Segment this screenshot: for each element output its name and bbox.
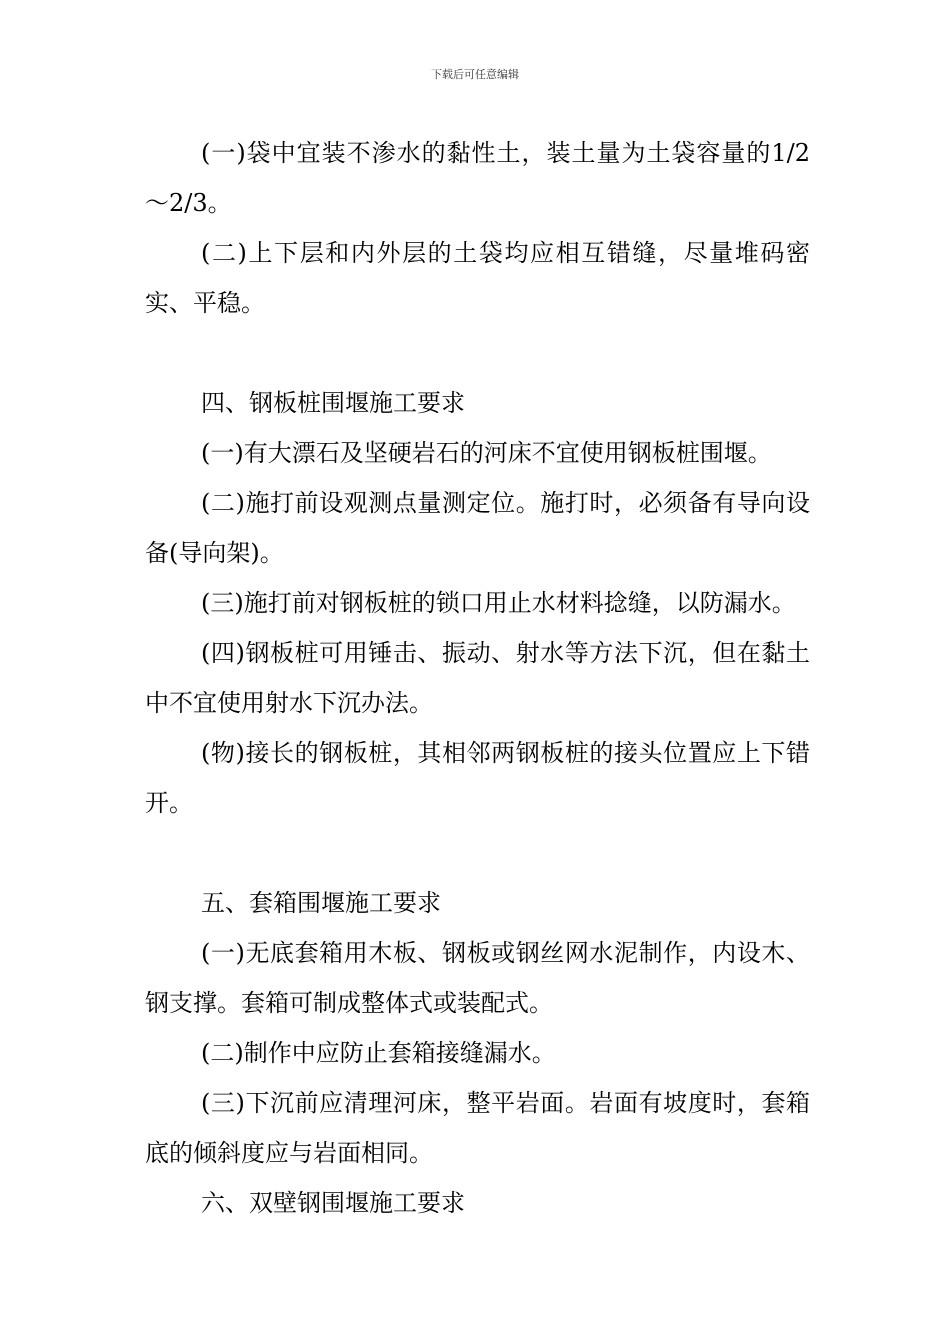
section-heading-box-cofferdam: 五、套箱围堰施工要求 — [201, 889, 441, 917]
page-header: 下载后可任意编辑 — [431, 68, 519, 81]
paragraph-sheet-pile-positioning: (二)施打前设观测点量测定位。施打时，必须备有导向设备(导向架)。 — [145, 489, 810, 567]
paragraph-box-riverbed: (三)下沉前应清理河床，整平岩面。岩面有坡度时，套箱底的倾斜度应与岩面相同。 — [145, 1089, 810, 1167]
paragraph-sheet-pile-joints: (物)接长的钢板桩，其相邻两钢板桩的接头位置应上下错开。 — [145, 739, 810, 817]
spacer — [145, 828, 810, 878]
document-body — [145, 128, 810, 1228]
paragraph-sandbag-fill: (一)袋中宜装不渗水的黏性土，装土量为土袋容量的1/2～2/3。 — [145, 139, 810, 217]
section-heading-steel-sheet-pile: 四、钢板桩围堰施工要求 — [201, 389, 465, 417]
paragraph-sheet-pile-riverbed: (一)有大漂石及坚硬岩石的河床不宜使用钢板桩围堰。 — [201, 439, 772, 467]
paragraph-box-seams: (二)制作中应防止套箱接缝漏水。 — [201, 1039, 556, 1067]
paragraph-box-material: (一)无底套箱用木板、钢板或钢丝网水泥制作，内设木、钢支撑。套箱可制成整体式或装配式。 — [145, 939, 810, 1017]
section-heading-double-wall-cofferdam: 六、双壁钢围堰施工要求 — [201, 1189, 465, 1217]
paragraph-sheet-pile-sinking: (四)钢板桩可用锤击、振动、射水等方法下沉，但在黏土中不宜使用射水下沉办法。 — [145, 639, 810, 717]
spacer — [145, 328, 810, 378]
paragraph-sheet-pile-caulking: (三)施打前对钢板桩的锁口用止水材料捻缝，以防漏水。 — [201, 589, 796, 617]
paragraph-sandbag-stagger: (二)上下层和内外层的土袋均应相互错缝，尽量堆码密实、平稳。 — [145, 239, 810, 317]
